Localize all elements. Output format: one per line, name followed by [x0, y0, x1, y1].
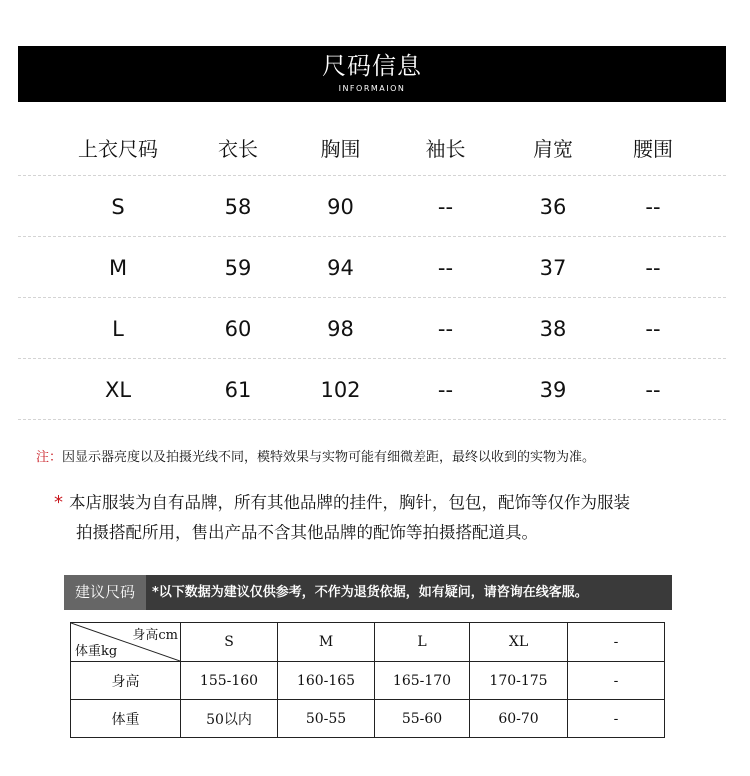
recommend-text: *以下数据为建议仅供参考，不作为退货依据，如有疑问，请咨询在线客服。: [152, 585, 588, 600]
table-cell: 90: [327, 194, 354, 219]
table-row: [18, 359, 726, 420]
table-row: [18, 237, 726, 298]
table-cell: --: [437, 316, 454, 341]
corner-cell: [71, 623, 181, 662]
header-cell: 上衣尺码: [78, 136, 158, 161]
size-table: [18, 118, 726, 420]
header-cell: 腰围: [633, 136, 673, 161]
recommend-header-bar: [64, 575, 672, 610]
table-cell: 165-170: [375, 662, 470, 700]
table-cell: 94: [327, 255, 354, 280]
table-cell: --: [645, 255, 661, 280]
size-table-header: [18, 118, 726, 176]
banner-subtitle: INFORMAION: [338, 84, 406, 93]
table-cell: --: [645, 377, 661, 402]
table-cell: 102: [320, 377, 361, 402]
note-text: 因显示器亮度以及拍摄光线不同，模特效果与实物可能有细微差距，最终以收到的实物为准。: [62, 450, 596, 465]
table-cell: 58: [224, 194, 252, 219]
table-cell: 50-55: [278, 700, 375, 738]
header-cell: L: [375, 623, 470, 662]
table-cell: L: [112, 316, 124, 341]
banner-title: 尺码信息: [322, 52, 422, 80]
corner-weight-label: 体重kg: [75, 644, 118, 659]
header-cell: -: [568, 623, 665, 662]
table-cell: 60: [224, 316, 252, 341]
recommend-header-row: [71, 623, 665, 662]
header-cell: XL: [470, 623, 568, 662]
asterisk-icon: *: [54, 492, 63, 513]
table-cell: --: [437, 194, 454, 219]
corner-height-label: 身高cm: [132, 628, 178, 643]
table-cell: 98: [327, 316, 354, 341]
header-cell: 胸围: [320, 136, 361, 161]
table-row: [18, 298, 726, 359]
table-cell: 55-60: [375, 700, 470, 738]
recommend-table: [70, 622, 665, 738]
notice-line: 拍摄搭配所用，售出产品不含其他品牌的配饰等拍摄搭配道具。: [76, 523, 538, 542]
title-banner: [18, 46, 726, 102]
table-cell: 155-160: [181, 662, 278, 700]
table-cell: 50以内: [181, 700, 278, 738]
disclaimer-note: [36, 446, 595, 465]
header-cell: 肩宽: [533, 136, 573, 161]
table-row: [18, 176, 726, 237]
notice-line: 本店服装为自有品牌，所有其他品牌的挂件，胸针，包包，配饰等仅作为服装: [69, 493, 630, 512]
header-cell: 袖长: [425, 136, 466, 161]
dashed-divider: [18, 419, 726, 420]
table-cell: --: [437, 377, 454, 402]
brand-notice: [54, 488, 630, 548]
recommend-tag: 建议尺码: [64, 575, 146, 610]
table-cell: S: [111, 194, 125, 219]
table-cell: -: [568, 700, 665, 738]
table-row: [71, 700, 665, 738]
table-cell: XL: [104, 377, 132, 402]
row-label: 体重: [71, 700, 181, 738]
table-cell: M: [108, 255, 128, 280]
header-cell: M: [278, 623, 375, 662]
table-cell: 39: [539, 377, 567, 402]
header-cell: 衣长: [218, 136, 258, 161]
table-cell: 160-165: [278, 662, 375, 700]
table-cell: 61: [224, 377, 252, 402]
header-cell: S: [181, 623, 278, 662]
table-cell: 37: [539, 255, 567, 280]
table-cell: --: [645, 194, 661, 219]
table-cell: --: [645, 316, 661, 341]
row-label: 身高: [71, 662, 181, 700]
table-cell: 60-70: [470, 700, 568, 738]
table-cell: 59: [224, 255, 252, 280]
note-label: 注：: [36, 450, 63, 465]
table-cell: 38: [539, 316, 567, 341]
table-cell: 36: [539, 194, 567, 219]
table-row: [71, 662, 665, 700]
table-cell: 170-175: [470, 662, 568, 700]
table-cell: -: [568, 662, 665, 700]
table-cell: --: [437, 255, 454, 280]
